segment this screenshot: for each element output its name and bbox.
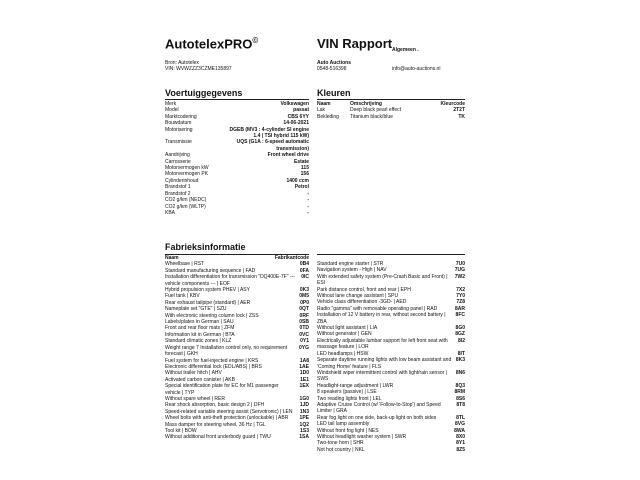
factory-row-code: 1JD <box>299 402 309 409</box>
vehicle-divider <box>165 99 309 100</box>
source-label: Bron: Autotelex <box>165 60 199 66</box>
factory-row-name: Mass damper for steering wheel, 36 Hz | TGL <box>165 421 266 428</box>
colors-section-title: Kleuren <box>317 88 351 98</box>
factory-row <box>317 402 465 415</box>
factory-left-body <box>165 261 309 440</box>
color-row-desc: Deep black pearl effect <box>350 107 402 114</box>
factory-row-code: 8T8 <box>456 401 465 408</box>
vehicle-row-value: Petrol <box>294 184 309 191</box>
vehicle-row-value: Front wheel drive <box>267 152 309 159</box>
factory-row-name: With electronic steering column lock | ZSS <box>165 312 259 319</box>
factory-row-code: 1AE <box>299 363 309 370</box>
factory-row-name: Without front fog light | NES <box>317 427 379 434</box>
vehicle-section-title: Voertuiggegevens <box>165 88 243 98</box>
vehicle-table <box>165 101 309 216</box>
factory-row-name: Wheel bolts with anti-theft protection (unlockable) | ABR <box>165 415 289 422</box>
factory-row-name: Without trailer hitch | AHV <box>165 370 222 377</box>
factory-row-name: Standard climatic zones | KLZ <box>165 338 232 345</box>
vehicle-row-key: Bouwdatum <box>165 120 192 127</box>
company-name: Auto Auctions <box>317 60 351 66</box>
factory-divider-right <box>317 254 465 255</box>
factory-row-code: 0QT <box>299 306 309 313</box>
factory-row-code: 8RM <box>454 389 465 396</box>
colors-divider <box>317 99 465 100</box>
color-row-name: Lak <box>317 107 326 114</box>
factory-row-code: 7U0 <box>455 261 465 267</box>
factory-row-code: 1A8 <box>299 357 309 364</box>
factory-row-name: LED headlamps | HSW <box>317 350 369 357</box>
factory-head-code: Fabrikantcode <box>274 255 309 261</box>
colors-head-code: Kleurcode <box>440 101 465 107</box>
factory-row-name: Adaptive Cruise Control (w/ 'Follow-to-Stop') and Speed Limiter | GRA <box>317 401 441 415</box>
brand-title-text: AutotelexPRO <box>165 36 253 52</box>
vehicle-row-value: - <box>307 190 309 197</box>
factory-row-code: 8WA <box>454 427 465 434</box>
factory-row-name: Radio "gamma" with removable operating panel | RAD <box>317 305 438 312</box>
brand-title <box>165 36 258 51</box>
factory-row-name: Without spare wheel | RER <box>165 395 225 402</box>
factory-row-name: Rear fog light on one side, back-up light on both sides <box>317 414 437 421</box>
factory-row-name: Electrically adjustable lumbar support for left front seat with massage feature | LOR <box>317 337 448 351</box>
factory-row-code: 8N6 <box>455 369 465 376</box>
factory-row-code: 8G0 <box>455 325 465 332</box>
vehicle-row-key: Brandstof 2 <box>165 190 191 197</box>
factory-row-name: Hybrid propulsion system PHEV | ASY <box>165 287 250 294</box>
factory-row-code: 0K3 <box>299 287 309 294</box>
colors-body <box>317 107 465 120</box>
factory-right-body <box>317 261 465 453</box>
factory-row-code: 8IT <box>457 350 465 357</box>
factory-row-code: 0RF <box>299 312 309 319</box>
vehicle-row-value: 156 <box>300 171 309 178</box>
factory-head-name: Naam <box>165 255 179 261</box>
factory-row-name: Installation differentiation for transmission "DQ400E-7F" --- vehicle components --- | EOF <box>165 274 295 287</box>
factory-row-code: 1D0 <box>299 370 309 377</box>
source-block <box>165 60 232 72</box>
factory-row-code: 0B4 <box>299 261 309 268</box>
factory-row-code: 8X0 <box>456 433 465 440</box>
factory-row-code: 8GZ <box>455 331 465 338</box>
factory-row-code: 1SA <box>299 434 309 441</box>
factory-row-code: 8TL <box>456 414 465 421</box>
factory-row-name: Without additional front underbody guard | TWU <box>165 434 271 441</box>
vehicle-row-value: - <box>307 197 309 204</box>
report-title: VIN Rapport <box>317 36 393 51</box>
factory-row-name: Park distance control, front and rear | EPH <box>317 286 411 293</box>
factory-row-name: Without lane change assistant | SPU <box>317 293 399 300</box>
factory-row-code: 0YG <box>298 344 309 351</box>
vehicle-row-value: - <box>307 209 309 216</box>
company-block <box>317 60 351 72</box>
vehicle-row-key: KBA <box>165 209 176 216</box>
vehicle-row-key: Brandstof 1 <box>165 184 191 191</box>
factory-row-code: 0P0 <box>300 299 309 306</box>
factory-row-name: Fuel system for fuel-injected engine | KRS <box>165 357 259 364</box>
factory-row-name: Navigation system - High | NAV <box>317 267 387 274</box>
colors-head-name: Naam <box>317 101 331 107</box>
vehicle-row-value: UQS (G1A : 6-speed automatic transmission) <box>236 139 309 152</box>
factory-section-title: Fabrieksinformatie <box>165 242 246 252</box>
factory-row-name: Electronic differential lock (EDL/ABS) | BRS <box>165 363 262 370</box>
factory-row-name: Not hot country | NKL <box>317 446 365 453</box>
color-row-code: TK <box>458 113 465 120</box>
factory-row-code: 1S3 <box>300 427 309 434</box>
factory-row-code: 0FA <box>299 267 309 274</box>
brand-title-sup: © <box>252 36 259 45</box>
vehicle-row-key: Motorisering <box>165 126 193 133</box>
factory-row-name: Two reading lights front | LEL <box>317 395 382 402</box>
factory-row-name: Wheelbase | RST <box>165 261 205 268</box>
colors-table <box>317 101 465 120</box>
factory-row-name: Special identification plate for EC for M1 passenger vehicle | TYP <box>165 383 279 396</box>
color-row-code: 2T2T <box>453 107 465 114</box>
factory-row-name: Speed-related variable steering assist (Servotronic) | LEN <box>165 408 293 415</box>
vehicle-row-value: - <box>307 203 309 210</box>
algemeen-label: Algemeen . <box>392 47 419 53</box>
factory-row-code: 0M5 <box>299 293 309 300</box>
factory-row <box>165 434 309 440</box>
factory-row-name: Without light assistant | LIA <box>317 325 378 332</box>
vehicle-row <box>165 127 309 140</box>
vehicle-row-key: Transmissie <box>165 139 192 146</box>
factory-row-name: Windshield wiper intermittent control with light/rain sensor | SWS <box>317 369 447 383</box>
vehicle-row-key: CO2 g/km (NEDC) <box>165 197 207 204</box>
factory-row-code: 8Q3 <box>455 382 465 389</box>
factory-row-code: 7UG <box>454 267 465 274</box>
factory-row <box>317 447 465 453</box>
factory-row-name: 8 speakers (passive) | LSE <box>317 389 377 396</box>
factory-row-name: Two-tone horn | SHR <box>317 440 364 447</box>
factory-row-code: 0IC <box>301 274 309 281</box>
factory-row <box>317 338 465 351</box>
factory-row-name: Installation of 12 V battery in rear, without second battery | ZBA <box>317 312 446 325</box>
factory-table-right <box>317 261 465 453</box>
factory-row <box>165 383 309 396</box>
factory-row-name: Front and rear floor mats | ZFM <box>165 325 235 332</box>
factory-row-code: 7X2 <box>456 286 465 293</box>
vehicle-row-value: CBS 6YY <box>287 113 309 120</box>
factory-row-code: 8AR <box>454 305 465 312</box>
vehicle-row-key: Cylinderinhoud <box>165 177 199 184</box>
factory-row-code: 7Y0 <box>456 293 465 300</box>
factory-row-code: 8VG <box>454 421 465 428</box>
vin-label: VIN: WVWZZZ3CZME135897 <box>165 66 232 72</box>
vehicle-row-key: Motorvermogen PK <box>165 171 209 178</box>
factory-row-code: 1N3 <box>299 408 309 415</box>
factory-row <box>317 312 465 325</box>
factory-row-name: LED tail lamp assembly <box>317 421 370 428</box>
factory-row-name: Headlight-range adjustment | LWR <box>317 382 394 389</box>
factory-row-code: 1EX <box>299 383 309 390</box>
color-row-name: Bekleding <box>317 113 339 120</box>
colors-head-desc: Omschrijving <box>350 101 382 107</box>
factory-row <box>317 357 465 370</box>
factory-row-name: Rear shock absorption, basic design 2 | DFH <box>165 402 265 409</box>
factory-row-name: Fuel tank | KBV <box>165 293 200 300</box>
vehicle-row-value: passat <box>293 107 309 114</box>
vehicle-row-value: Estate <box>293 158 309 165</box>
factory-row-name: Tool kit | BOW <box>165 427 197 434</box>
factory-row-code: 8Y1 <box>456 440 465 447</box>
factory-row <box>317 274 465 287</box>
vehicle-row-key: Model <box>165 107 179 114</box>
vehicle-row-value: 1400 ccm <box>286 177 309 184</box>
vehicle-row-key: CO2 g/km (WLTP) <box>165 203 206 210</box>
vehicle-row-key: Aandrijving <box>165 152 190 159</box>
factory-row-name: Separate daytime running lights with low beam assistant and 'Coming Home' feature | FLS <box>317 357 452 370</box>
vehicle-row-value: DGEB (MV3 : 4-cylinder SI engine 1.4 | TSI hybrid 115 kW) <box>229 126 309 140</box>
factory-row-code: 0VC <box>299 331 309 338</box>
vehicle-row-value: 14-06-2021 <box>283 120 309 127</box>
factory-row-code: 0Y1 <box>300 338 309 345</box>
vehicle-row-value: 115 <box>300 165 309 172</box>
factory-row-code: 7Z8 <box>456 299 465 306</box>
factory-row-code: 8FC <box>455 312 465 319</box>
factory-row-name: Labels/plates in German | SAU <box>165 319 234 326</box>
company-email: info@auto-auctions.nl <box>392 66 441 72</box>
factory-row-code: 8I2 <box>458 337 465 344</box>
vehicle-row <box>165 210 309 216</box>
factory-row-name: Standard engine starter | STR <box>317 261 384 267</box>
factory-row-code: 8Z5 <box>456 446 465 453</box>
factory-row-code: 0TD <box>299 325 309 332</box>
factory-table-left <box>165 255 309 441</box>
factory-row-code: 1E1 <box>300 376 309 383</box>
factory-row-code: 0SB <box>299 319 309 326</box>
vehicle-row-key: Marktcodering <box>165 113 197 120</box>
factory-row-code: 8K3 <box>455 357 465 364</box>
factory-row-code: 1Q2 <box>299 421 309 428</box>
factory-row-name: With extended safety system (Pre-Crash Basic and Front) | ESI <box>317 273 448 287</box>
factory-row-name: Nameplate set "GTE" | SZU <box>165 306 227 313</box>
factory-row-name: Vehicle class differentiation -3GD- | AED <box>317 299 407 306</box>
factory-row <box>165 274 309 287</box>
vehicle-row-key: Merk <box>165 101 177 107</box>
factory-row-code: 1PE <box>299 415 309 422</box>
factory-row-name: Activated carbon canister | AKB <box>165 376 235 383</box>
factory-row-name: Information kit in German | BTA <box>165 331 235 338</box>
vehicle-row-value: Volkswagen <box>280 101 309 107</box>
factory-row-name: Weight range 7 Installation control only, no requirement forecast | GKH <box>165 344 288 358</box>
vehicle-row-key: Motorvermogen kW <box>165 165 209 172</box>
factory-row-code: 1G0 <box>299 395 309 402</box>
factory-row <box>165 345 309 358</box>
factory-row-name: Without generator | GEN <box>317 331 372 338</box>
factory-row-code: 7W2 <box>454 273 465 280</box>
factory-row-name: Rear exhaust tailpipe (standard) | AER <box>165 299 251 306</box>
factory-row-name: Without headlight washer system | SWR <box>317 433 407 440</box>
color-row <box>317 114 465 120</box>
factory-row-name: Standard manufacturing sequence | FAD <box>165 267 256 274</box>
factory-row-code: 8S6 <box>456 395 465 402</box>
vehicle-row-key: Carrosserie <box>165 158 191 165</box>
company-phone: 0548-516398 <box>317 66 347 72</box>
vehicle-row <box>165 139 309 152</box>
factory-row <box>317 370 465 383</box>
color-row-desc: Titanium black/blue <box>350 113 393 120</box>
